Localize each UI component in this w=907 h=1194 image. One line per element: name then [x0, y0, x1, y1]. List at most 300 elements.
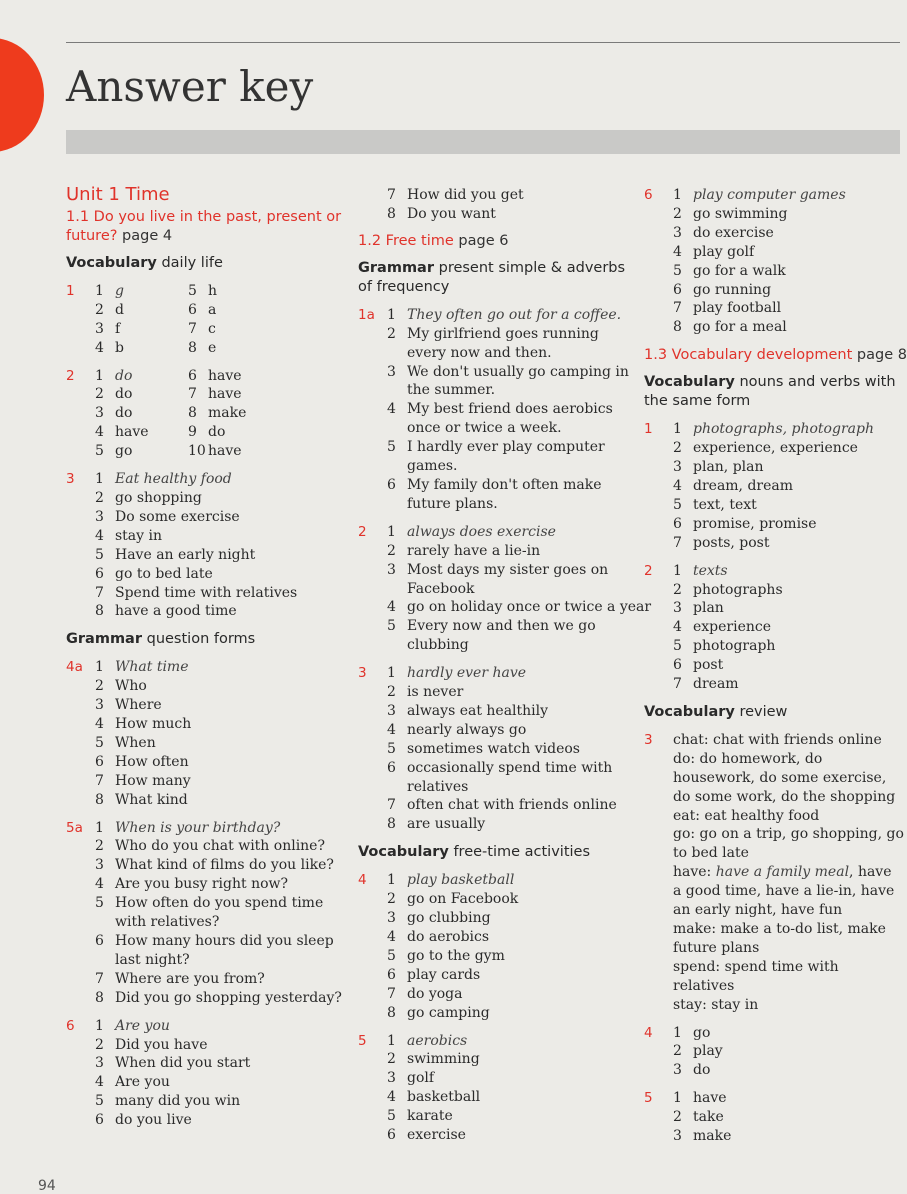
item-answer: go on holiday once or twice a year	[407, 599, 652, 616]
exercise-number: 1a	[358, 306, 375, 323]
item-number: 7	[188, 386, 197, 403]
section-heading-rest: free-time activities	[453, 844, 591, 861]
item-number: 3	[387, 910, 396, 927]
lesson-title: 1.3 Vocabulary development	[644, 347, 853, 364]
section-heading-bold: Vocabulary	[644, 703, 735, 720]
exercise-number: 5a	[66, 819, 83, 836]
item-answer: go	[115, 443, 133, 460]
section-heading-bold: Vocabulary	[358, 844, 449, 861]
top-rule	[66, 42, 900, 43]
item-answer: How many	[115, 772, 191, 789]
item-answer: occasionally spend time with relatives	[407, 759, 613, 795]
item-number: 3	[387, 561, 396, 578]
item-number: 4	[95, 876, 104, 893]
item-number: 8	[673, 319, 682, 336]
item-number: 4	[387, 401, 396, 418]
item-number: 3	[387, 1070, 396, 1087]
item-number: 4	[95, 716, 104, 733]
item-number: 2	[387, 891, 396, 908]
item-number: 1	[387, 523, 396, 540]
item-number: 3	[673, 224, 682, 241]
item-number: 4	[95, 1074, 104, 1091]
item-number: 7	[387, 985, 396, 1002]
exercise-5a	[66, 819, 351, 1008]
item-number: 7	[387, 797, 396, 814]
item-number: 5	[673, 496, 682, 513]
item-number: 6	[673, 515, 682, 532]
item-answer: f	[115, 320, 121, 337]
item-number: 7	[188, 320, 197, 337]
item-number: 5	[387, 740, 396, 757]
item-answer: When	[115, 734, 156, 751]
item-answer: play	[693, 1043, 723, 1060]
item-number: 5	[387, 947, 396, 964]
exercise-right-list	[188, 282, 281, 358]
item-answer: nearly always go	[407, 721, 527, 738]
exercise-4	[644, 1024, 904, 1081]
section-heading-bold: Vocabulary	[644, 374, 735, 391]
item-number: 1	[95, 819, 104, 836]
item-number: 3	[673, 1128, 682, 1145]
section-heading	[66, 254, 351, 273]
item-number: 5	[387, 618, 396, 635]
item-number: 6	[673, 657, 682, 674]
section-heading-rest: question forms	[146, 631, 256, 648]
item-number: 7	[673, 534, 682, 551]
item-number: 4	[673, 477, 682, 494]
lesson-page: page 4	[122, 227, 173, 244]
item-answer: a	[208, 301, 217, 318]
item-number: 5	[95, 1093, 104, 1110]
item-number: 2	[673, 581, 682, 598]
exercise-1	[644, 420, 904, 552]
item-answer: go for a meal	[693, 319, 787, 336]
item-answer: Do you want	[407, 205, 496, 222]
item-number: 3	[673, 459, 682, 476]
exercise-number: 1	[644, 421, 653, 438]
column-1	[66, 186, 351, 1139]
column-2	[358, 186, 652, 1154]
item-answer: go running	[693, 281, 772, 298]
item-number: 3	[95, 405, 104, 422]
item-number: 2	[387, 325, 396, 342]
section-heading-bold: Vocabulary	[66, 254, 157, 271]
item-answer: play golf	[693, 243, 755, 260]
handwritten-answer: play computer games	[693, 187, 846, 203]
item-answer: sometimes watch videos	[407, 740, 580, 757]
item-answer: Are you	[115, 1074, 170, 1091]
item-number: 7	[673, 676, 682, 693]
item-answer: do	[208, 424, 226, 441]
item-number: 7	[387, 187, 396, 203]
exercise-left-list	[95, 367, 188, 462]
exercise-left-list	[95, 282, 188, 358]
item-answer: karate	[407, 1108, 453, 1125]
item-answer: experience, experience	[693, 440, 858, 457]
item-answer: I hardly ever play computer games.	[407, 439, 605, 475]
item-answer: My family don't often make future plans.	[407, 476, 602, 512]
item-number: 3	[95, 857, 104, 874]
item-number: 3	[95, 508, 104, 525]
review-have-rest: , have a good time, have a lie-in, have an early night, have fun	[673, 864, 895, 919]
item-number: 5	[95, 443, 104, 460]
item-number: 4	[95, 339, 104, 356]
review-line-stay: stay: stay in	[673, 996, 759, 1013]
item-answer: play football	[693, 300, 782, 317]
handwritten-answer: play basketball	[407, 872, 515, 889]
review-line-have	[673, 863, 904, 920]
item-answer: golf	[407, 1070, 435, 1087]
review-have-prefix: have:	[673, 864, 716, 881]
item-answer: Did you go shopping yesterday?	[115, 989, 342, 1006]
exercise-2	[358, 523, 652, 655]
item-answer: plan, plan	[693, 459, 764, 476]
exercise-number: 6	[644, 187, 653, 203]
item-number: 4	[95, 424, 104, 441]
item-number: 6	[95, 933, 104, 949]
item-number: 2	[387, 684, 396, 701]
exercise-number: 2	[66, 367, 75, 384]
exercise-3-review	[644, 731, 904, 1015]
item-number: 3	[673, 1062, 682, 1079]
item-number: 6	[95, 753, 104, 770]
item-number: 3	[95, 697, 104, 714]
item-number: 1	[95, 1017, 104, 1034]
exercise-6	[66, 1017, 351, 1130]
item-answer: rarely have a lie-in	[407, 542, 541, 559]
exercise-2	[644, 562, 904, 694]
item-answer: always eat healthily	[407, 702, 549, 719]
item-number: 2	[95, 678, 104, 695]
item-number: 1	[673, 562, 682, 579]
item-answer: play cards	[407, 966, 481, 983]
item-number: 2	[95, 1036, 104, 1053]
item-answer: do	[115, 405, 133, 422]
section-heading	[644, 373, 904, 411]
handwritten-answer: What time	[115, 659, 189, 676]
item-number: 8	[387, 205, 396, 222]
item-number: 2	[95, 838, 104, 855]
exercise-1a	[358, 306, 633, 514]
exercise-number: 3	[66, 471, 75, 488]
item-answer: do yoga	[407, 985, 463, 1002]
item-answer: photographs	[693, 581, 783, 598]
item-answer: We don't usually go camping in the summer.	[407, 363, 629, 399]
item-number: 8	[188, 339, 197, 356]
item-number: 1	[95, 471, 104, 488]
item-number: 1	[673, 1090, 682, 1107]
item-answer: many did you win	[115, 1093, 241, 1110]
item-answer: Did you have	[115, 1036, 208, 1053]
item-answer: e	[208, 339, 217, 356]
item-answer: have	[208, 443, 242, 460]
item-number: 3	[387, 702, 396, 719]
review-line-make: make: make a to-do list, make future plans	[673, 921, 886, 956]
item-number: 3	[673, 600, 682, 617]
item-answer: have	[208, 367, 242, 384]
item-answer: Do some exercise	[115, 508, 240, 525]
review-line-chat: chat: chat with friends online	[673, 731, 882, 748]
item-number: 6	[387, 966, 396, 983]
item-answer: Where are you from?	[115, 970, 265, 987]
item-number: 8	[188, 405, 197, 422]
item-number: 6	[387, 476, 396, 493]
item-number: 8	[95, 989, 104, 1006]
item-answer: make	[208, 405, 247, 422]
item-number: 1	[387, 1032, 396, 1049]
section-heading-bold: Grammar	[66, 631, 142, 648]
item-answer: What kind	[115, 791, 188, 808]
item-answer: experience	[693, 619, 772, 636]
item-number: 5	[673, 262, 682, 279]
handwritten-answer: g	[115, 282, 124, 299]
item-number: 5	[673, 638, 682, 655]
item-number: 1	[95, 659, 104, 676]
page-number: 94	[38, 1178, 56, 1194]
item-number: 4	[387, 929, 396, 945]
item-answer: How many hours did you sleep last night?	[115, 933, 334, 968]
item-number: 7	[95, 970, 104, 987]
item-number: 5	[387, 439, 396, 456]
item-number: 2	[673, 205, 682, 222]
item-number: 10	[188, 443, 206, 460]
item-answer: go clubbing	[407, 910, 491, 927]
item-answer: posts, post	[693, 534, 770, 551]
item-answer: are usually	[407, 816, 486, 833]
exercise-number: 2	[358, 523, 367, 540]
exercise-6	[644, 186, 904, 337]
unit-heading: Unit 1 Time	[66, 184, 170, 205]
exercise-number: 4	[358, 872, 367, 889]
item-answer: go to the gym	[407, 947, 505, 964]
item-number: 4	[95, 527, 104, 544]
item-answer: do exercise	[693, 224, 774, 241]
exercise-number: 6	[66, 1017, 75, 1034]
lesson-heading	[644, 346, 907, 365]
exercise-number: 4	[644, 1024, 653, 1041]
item-number: 2	[387, 1051, 396, 1068]
item-number: 2	[673, 1109, 682, 1126]
red-circle-decoration	[0, 38, 44, 152]
item-number: 6	[188, 367, 197, 384]
lesson-title: 1.2 Free time	[358, 232, 454, 249]
review-line-do: do: do homework, do housework, do some exercise, do some work, do the shopping	[673, 750, 896, 805]
grey-header-band	[66, 130, 900, 154]
item-number: 2	[673, 1043, 682, 1060]
section-heading	[644, 703, 904, 722]
item-number: 1	[673, 187, 682, 203]
item-number: 2	[95, 301, 104, 318]
item-answer: exercise	[407, 1127, 466, 1144]
item-answer: How did you get	[407, 187, 524, 203]
item-number: 1	[95, 367, 104, 384]
item-number: 4	[673, 619, 682, 636]
item-answer: often chat with friends online	[407, 797, 617, 814]
section-heading-rest: review	[739, 703, 788, 720]
item-answer: How often do you spend time with relatives?	[115, 895, 324, 931]
item-answer: make	[693, 1128, 732, 1145]
section-heading	[358, 259, 633, 297]
item-number: 7	[95, 772, 104, 789]
lesson-title: 1.1 Do you live in the past, present or future?	[66, 208, 342, 244]
item-answer: plan	[693, 600, 724, 617]
item-number: 5	[95, 895, 104, 912]
item-answer: Where	[115, 697, 162, 714]
exercise-number: 3	[644, 731, 653, 748]
item-answer: h	[208, 282, 218, 299]
item-answer: text, text	[693, 496, 757, 513]
item-number: 7	[95, 584, 104, 601]
item-answer: Every now and then we go clubbing	[407, 618, 596, 654]
item-answer: do you live	[115, 1112, 192, 1129]
column-3	[644, 186, 907, 1155]
item-number: 8	[387, 1004, 396, 1021]
item-number: 5	[95, 734, 104, 751]
section-heading	[66, 630, 351, 649]
item-answer: have	[693, 1090, 727, 1107]
exercise-3	[66, 470, 351, 621]
item-number: 6	[673, 281, 682, 298]
section-heading-rest: present simple & adverbs of frequency	[358, 259, 626, 295]
item-number: 9	[188, 424, 197, 441]
item-number: 6	[95, 1112, 104, 1129]
exercise-number: 5	[644, 1090, 653, 1107]
item-answer: d	[115, 301, 124, 318]
handwritten-answer: Eat healthy food	[115, 471, 232, 488]
section-heading-rest: nouns and verbs with the same form	[644, 374, 896, 410]
item-number: 3	[387, 363, 396, 380]
item-answer: Are you busy right now?	[115, 876, 289, 893]
exercise-4	[358, 871, 633, 1022]
item-answer: What kind of films do you like?	[115, 857, 334, 874]
exercise-number: 4a	[66, 659, 83, 676]
item-number: 6	[95, 565, 104, 582]
exercise-number: 2	[644, 562, 653, 579]
item-answer: b	[115, 339, 124, 356]
item-answer: have	[115, 424, 149, 441]
item-answer: My best friend does aerobics once or twice a week.	[407, 401, 613, 437]
item-number: 1	[95, 282, 104, 299]
handwritten-answer: have a family meal	[715, 864, 850, 881]
exercise-2	[66, 367, 351, 462]
item-answer: My girlfriend goes running every now and then.	[407, 325, 599, 361]
item-answer: How much	[115, 716, 192, 733]
exercise-1	[66, 282, 351, 358]
item-number: 8	[95, 791, 104, 808]
item-answer: swimming	[407, 1051, 480, 1068]
item-number: 4	[387, 599, 396, 616]
item-number: 4	[673, 243, 682, 260]
item-answer: go shopping	[115, 489, 202, 506]
item-number: 5	[95, 546, 104, 563]
handwritten-answer: hardly ever have	[407, 665, 527, 682]
handwritten-answer: aerobics	[407, 1032, 468, 1049]
item-answer: photograph	[693, 638, 776, 655]
item-number: 8	[95, 603, 104, 620]
item-answer: go camping	[407, 1004, 490, 1021]
section-heading-rest: daily life	[161, 254, 223, 271]
item-answer: c	[208, 320, 216, 337]
item-number: 1	[673, 421, 682, 438]
item-answer: go swimming	[693, 205, 788, 222]
exercise-number: 1	[66, 282, 75, 299]
review-line-spend: spend: spend time with relatives	[673, 958, 839, 994]
item-answer: do	[693, 1062, 711, 1079]
item-number: 4	[387, 1089, 396, 1106]
item-answer: Who	[115, 678, 147, 695]
item-answer: Have an early night	[115, 546, 256, 563]
exercise-right-list	[188, 367, 281, 462]
exercise-number: 5	[358, 1032, 367, 1049]
item-answer: Spend time with relatives	[115, 584, 298, 601]
item-number: 1	[673, 1024, 682, 1041]
item-answer: dream, dream	[693, 477, 794, 494]
item-number: 6	[387, 759, 396, 776]
exercise-3	[358, 664, 633, 834]
item-number: 1	[387, 665, 396, 682]
item-answer: How often	[115, 753, 189, 770]
review-line-eat: eat: eat healthy food	[673, 807, 820, 824]
item-answer: stay in	[115, 527, 163, 544]
item-number: 5	[387, 1108, 396, 1125]
item-answer: is never	[407, 684, 464, 701]
item-number: 7	[673, 300, 682, 317]
handwritten-answer: always does exercise	[407, 523, 556, 540]
exercise-5	[644, 1089, 904, 1146]
item-number: 3	[95, 1055, 104, 1072]
exercise-4a	[66, 658, 351, 809]
lesson-page: page 6	[458, 232, 509, 249]
handwritten-answer: photographs, photograph	[693, 421, 874, 438]
item-answer: go on Facebook	[407, 891, 519, 908]
item-answer: dream	[693, 676, 739, 693]
item-number: 2	[95, 386, 104, 403]
item-number: 4	[387, 721, 396, 738]
item-number: 6	[387, 1127, 396, 1144]
item-answer: Who do you chat with online?	[115, 838, 325, 855]
item-answer: go	[693, 1024, 711, 1041]
item-number: 2	[387, 542, 396, 559]
item-answer: have a good time	[115, 603, 237, 620]
section-heading-bold: Grammar	[358, 259, 434, 276]
page-title: Answer key	[66, 62, 314, 111]
item-number: 1	[387, 306, 396, 323]
item-number: 5	[188, 282, 197, 299]
handwritten-answer: They often go out for a coffee.	[407, 306, 622, 323]
item-answer: post	[693, 657, 724, 674]
handwritten-answer: texts	[693, 562, 728, 579]
item-answer: When did you start	[115, 1055, 251, 1072]
section-heading	[358, 843, 633, 862]
item-answer: have	[208, 386, 242, 403]
item-answer: promise, promise	[693, 515, 817, 532]
item-number: 3	[95, 320, 104, 337]
lesson-page: page 8	[856, 347, 907, 364]
item-answer: do	[115, 386, 133, 403]
item-answer: Most days my sister goes on Facebook	[407, 561, 609, 597]
item-answer: do aerobics	[407, 929, 490, 945]
item-answer: basketball	[407, 1089, 481, 1106]
item-number: 2	[95, 489, 104, 506]
item-number: 6	[188, 301, 197, 318]
handwritten-answer: Are you	[115, 1017, 170, 1034]
item-number: 1	[387, 872, 396, 889]
item-answer: take	[693, 1109, 724, 1126]
item-answer: go for a walk	[693, 262, 786, 279]
review-line-go: go: go on a trip, go shopping, go to bed late	[673, 826, 904, 862]
exercise-5	[358, 1032, 633, 1145]
exercise-number: 3	[358, 665, 367, 682]
